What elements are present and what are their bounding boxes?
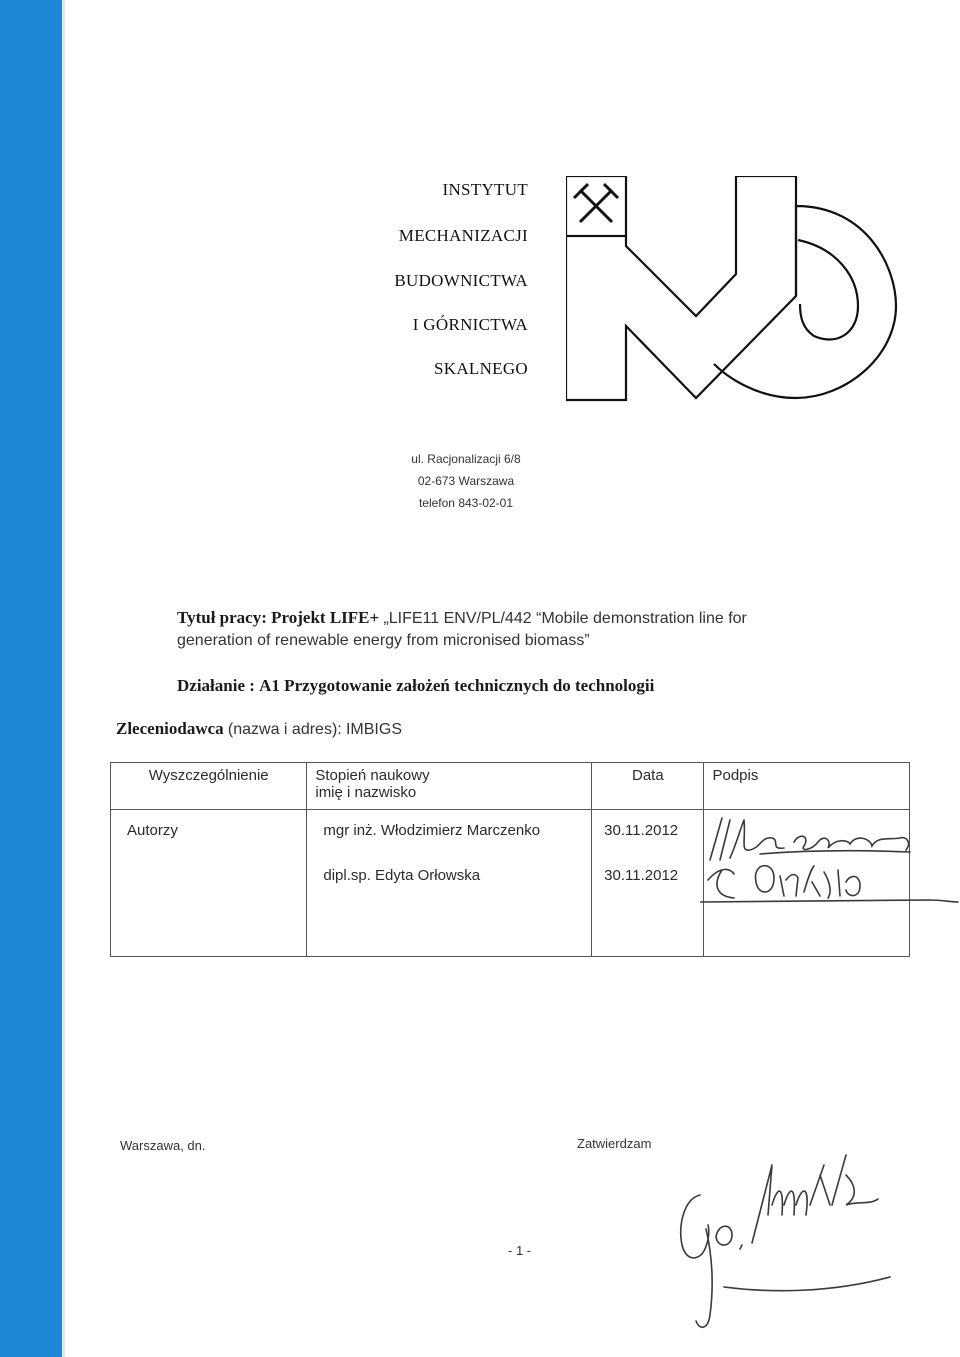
work-title-text: „LIFE11 ENV/PL/442 “Mobile demonstration line for [383,610,747,627]
author-date-1: 30.11.2012 [604,822,679,839]
header-degree-line1: Stopień naukowy [315,767,430,784]
work-title-label: Tytuł pracy: [177,608,267,627]
signature-orlowska [700,852,960,912]
hammer-pick-icon [574,184,618,222]
header-date: Data [592,763,704,810]
author-date-2: 30.11.2012 [604,867,679,884]
header-degree [307,763,592,810]
client-label: Zleceniodawca [116,719,224,738]
header-specification: Wyszczególnienie [111,763,307,810]
author-name-1: mgr inż. Włodzimierz Marczenko [323,822,541,839]
institute-logo [566,176,900,406]
institute-line-3: BUDOWNICTWA [394,271,528,290]
address-phone: telefon 843-02-01 [418,496,514,510]
institute-line-5: SKALNEGO [433,359,528,378]
names-cell [307,810,592,957]
binding-edge [62,0,65,1357]
action-value: A1 Przygotowanie założeń technicznych do technologii [259,676,655,695]
footer-approve: Zatwierdzam [577,1136,652,1151]
institute-line-4: I GÓRNICTWA [412,315,528,334]
address-street: ul. Racjonalizacji 6/8 [411,452,521,466]
role-cell [111,810,307,957]
footer-place: Warszawa, dn. [120,1138,206,1153]
page-number: - 1 - [508,1243,532,1258]
institute-line-1: INSTYTUT [442,180,528,199]
client-hint: (nazwa i adres): [227,721,342,738]
client-row [116,719,402,739]
author-name-2: dipl.sp. Edyta Orłowska [323,867,481,884]
work-title [177,608,747,628]
action-row [177,676,654,696]
institute-line-2: MECHANIZACJI [398,226,528,245]
work-title-line2: generation of renewable energy from micronised biomass” [177,632,590,649]
header-signature: Podpis [704,763,910,810]
approval-signature [660,1145,900,1345]
client-value: IMBIGS [345,721,402,738]
address-city: 02-673 Warszawa [417,474,515,488]
dates-cell [592,810,704,957]
work-title-project: Projekt LIFE+ [271,608,380,627]
binding-stripe [0,0,62,1357]
action-label: Działanie : [177,676,255,695]
header-degree-line2: imię i nazwisko [315,784,417,801]
role-label: Autorzy [127,822,178,839]
